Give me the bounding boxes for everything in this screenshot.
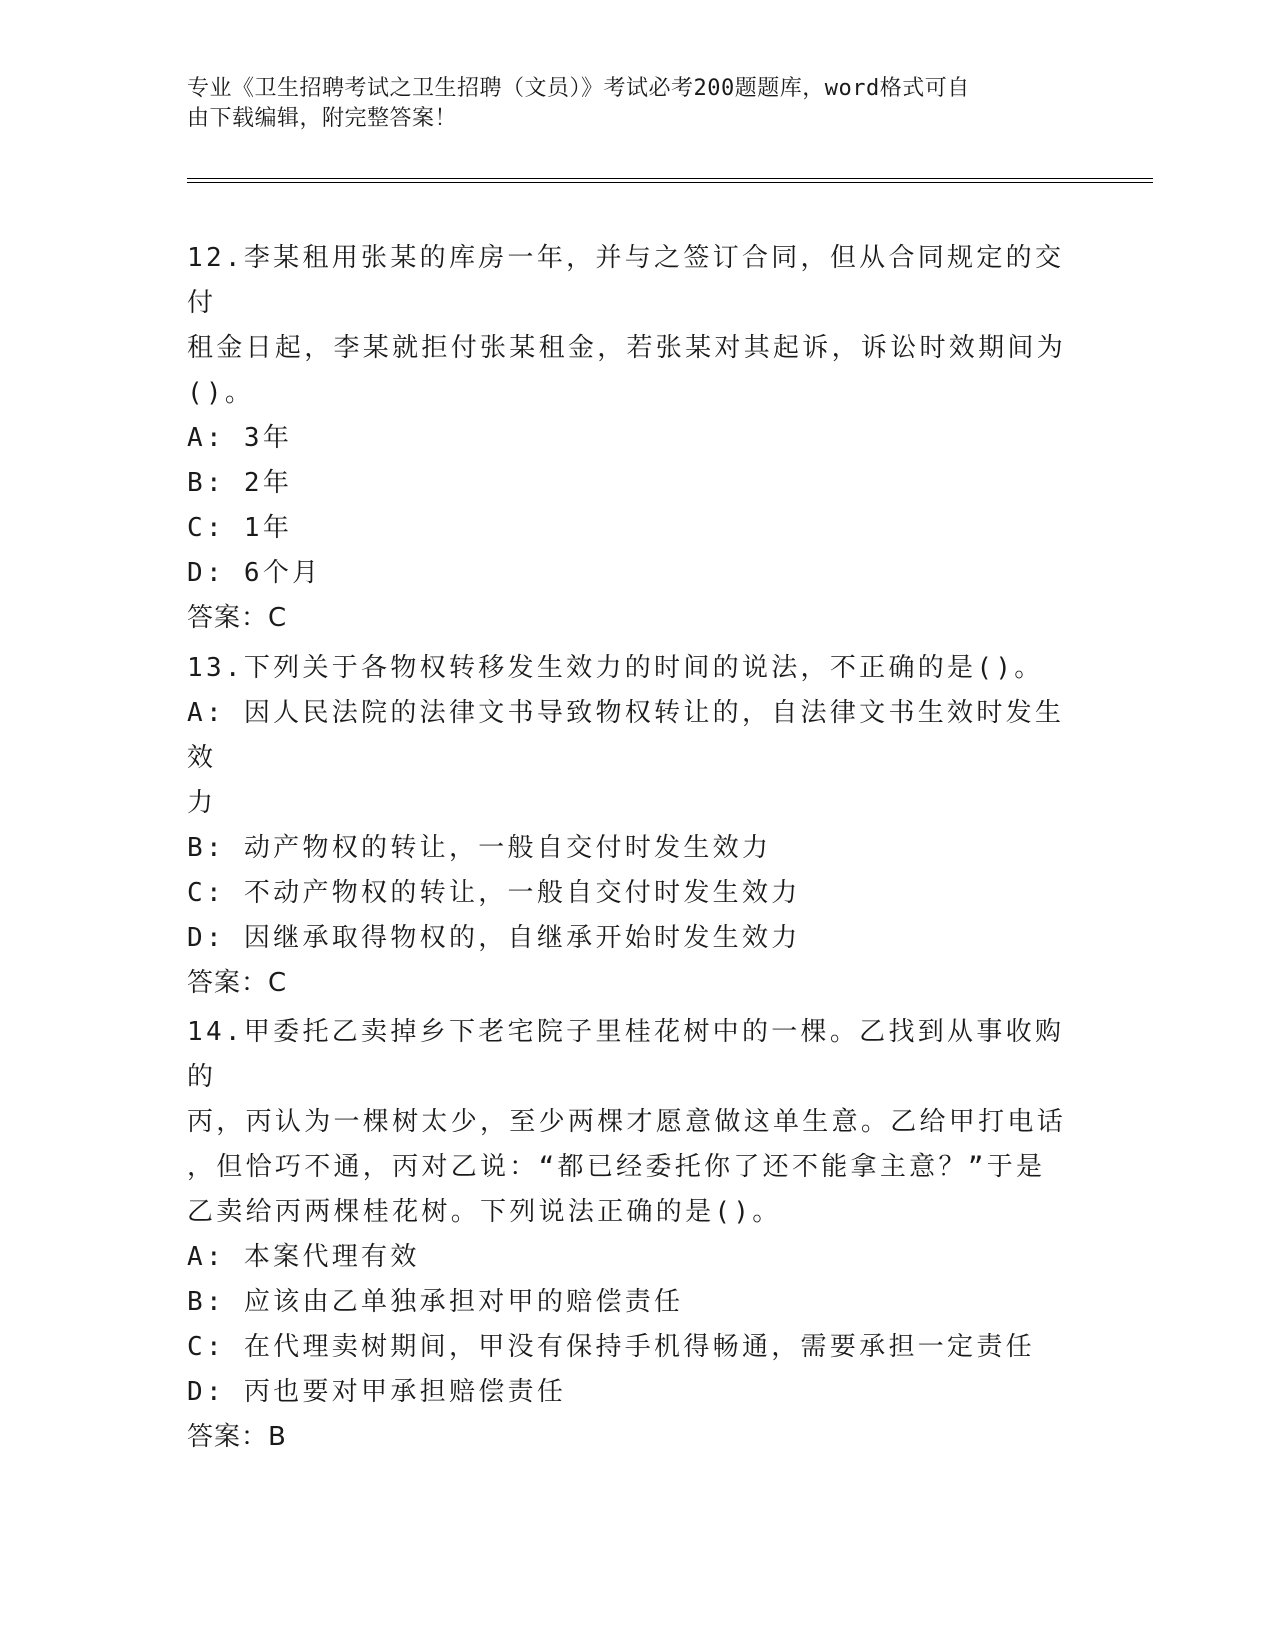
question-13-option-a-cont: 力 bbox=[187, 788, 217, 818]
question-13-option-a: A: 因人民法院的法律文书导致物权转让的，自法律文书生效时发生效 bbox=[187, 698, 1065, 773]
question-14-option-d: D: 丙也要对甲承担赔偿责任 bbox=[187, 1377, 567, 1407]
question-13-line-1: 13.下列关于各物权转移发生效力的时间的说法，不正确的是()。 bbox=[187, 653, 1044, 683]
question-12-answer: 答案：C bbox=[187, 603, 288, 633]
question-13-option-b: B: 动产物权的转让，一般自交付时发生效力 bbox=[187, 833, 772, 863]
question-12-option-b: B: 2年 bbox=[187, 468, 293, 498]
question-13-answer: 答案：C bbox=[187, 968, 288, 998]
document-header bbox=[187, 74, 1087, 134]
question-12-option-d: D: 6个月 bbox=[187, 558, 322, 588]
question-12 bbox=[187, 236, 1087, 641]
question-14 bbox=[187, 1010, 1087, 1460]
question-12-line-3: ()。 bbox=[187, 378, 255, 408]
question-13 bbox=[187, 646, 1087, 1006]
header-line-2: 由下载编辑，附完整答案！ bbox=[187, 106, 458, 131]
question-14-answer: 答案：B bbox=[187, 1422, 287, 1452]
question-12-option-c: C: 1年 bbox=[187, 513, 293, 543]
question-13-option-d: D: 因继承取得物权的，自继承开始时发生效力 bbox=[187, 923, 801, 953]
question-12-option-a: A: 3年 bbox=[187, 423, 293, 453]
question-14-line-4: 乙卖给丙两棵桂花树。下列说法正确的是()。 bbox=[187, 1197, 782, 1227]
question-12-line-2: 租金日起，李某就拒付张某租金，若张某对其起诉，诉讼时效期间为 bbox=[187, 333, 1067, 363]
header-divider-bottom bbox=[187, 182, 1153, 183]
question-14-line-1: 14.甲委托乙卖掉乡下老宅院子里桂花树中的一棵。乙找到从事收购的 bbox=[187, 1017, 1065, 1092]
question-14-option-b: B: 应该由乙单独承担对甲的赔偿责任 bbox=[187, 1287, 684, 1317]
header-divider-top bbox=[187, 178, 1153, 179]
question-13-option-c: C: 不动产物权的转让，一般自交付时发生效力 bbox=[187, 878, 801, 908]
question-14-line-3: ，但恰巧不通，丙对乙说：“都已经委托你了还不能拿主意？”于是 bbox=[187, 1152, 1046, 1182]
question-14-line-2: 丙，丙认为一棵树太少，至少两棵才愿意做这单生意。乙给甲打电话 bbox=[187, 1107, 1067, 1137]
question-12-line-1: 12.李某租用张某的库房一年，并与之签订合同，但从合同规定的交付 bbox=[187, 243, 1065, 318]
question-14-option-a: A: 本案代理有效 bbox=[187, 1242, 420, 1272]
header-line-1: 专业《卫生招聘考试之卫生招聘（文员）》考试必考200题题库，word格式可自 bbox=[187, 76, 970, 101]
question-14-option-c: C: 在代理卖树期间，甲没有保持手机得畅通，需要承担一定责任 bbox=[187, 1332, 1035, 1362]
